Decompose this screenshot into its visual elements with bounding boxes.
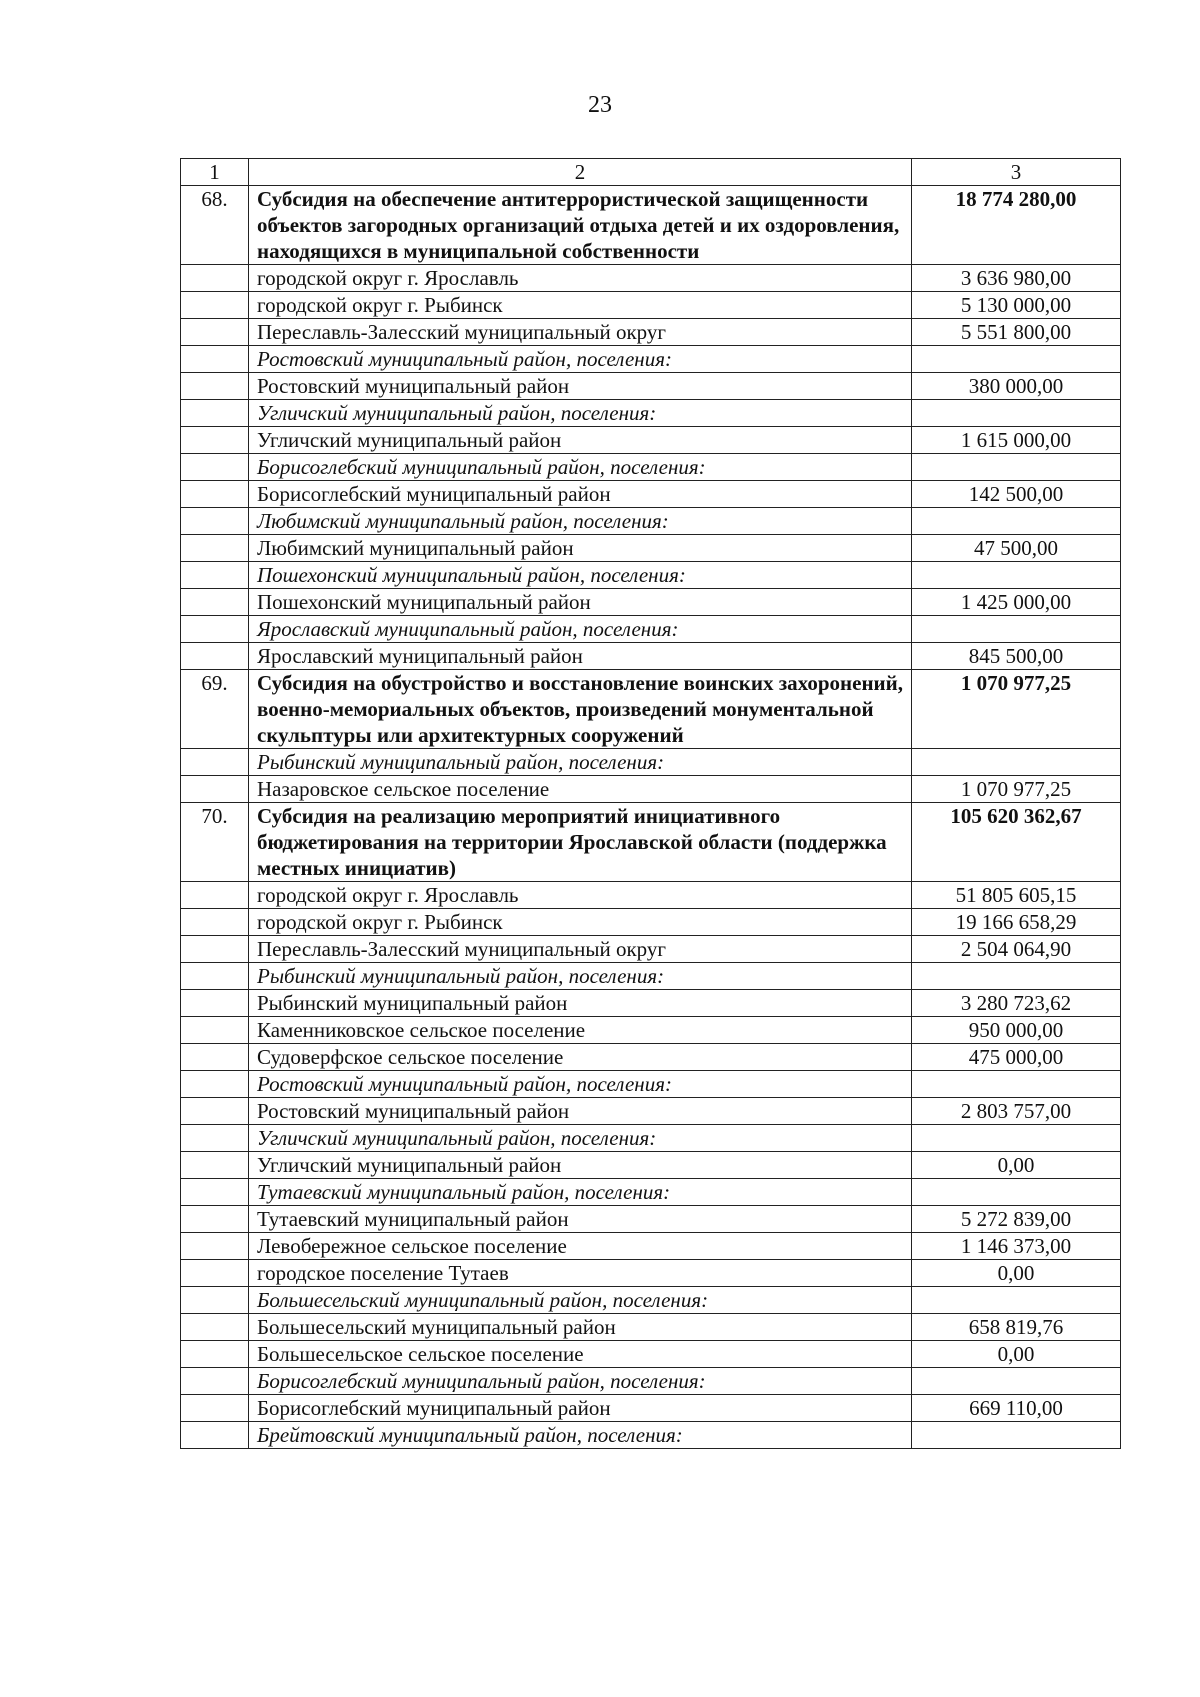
row-name: Ростовский муниципальный район	[249, 373, 912, 400]
row-number	[181, 1125, 249, 1152]
row-amount: 5 551 800,00	[912, 319, 1121, 346]
row-number	[181, 265, 249, 292]
row-number	[181, 990, 249, 1017]
subheading-row	[181, 749, 1121, 776]
subheading-row	[181, 1368, 1121, 1395]
row-amount	[912, 1179, 1121, 1206]
row-name: Рыбинский муниципальный район, поселения:	[249, 749, 912, 776]
subheading-row	[181, 454, 1121, 481]
row-number	[181, 1368, 249, 1395]
row-amount: 1 615 000,00	[912, 427, 1121, 454]
row-amount: 3 280 723,62	[912, 990, 1121, 1017]
row-name: Тутаевский муниципальный район	[249, 1206, 912, 1233]
row-amount: 5 272 839,00	[912, 1206, 1121, 1233]
row-amount	[912, 963, 1121, 990]
row-name: Борисоглебский муниципальный район	[249, 1395, 912, 1422]
row-amount	[912, 1071, 1121, 1098]
row-number	[181, 1179, 249, 1206]
row-name: Большесельский муниципальный район	[249, 1314, 912, 1341]
row-name: Любимский муниципальный район, поселения:	[249, 508, 912, 535]
subheading-row	[181, 562, 1121, 589]
row-amount: 19 166 658,29	[912, 909, 1121, 936]
row-number	[181, 616, 249, 643]
table-row	[181, 1152, 1121, 1179]
row-number	[181, 1422, 249, 1449]
row-name: Большесельское сельское поселение	[249, 1341, 912, 1368]
subheading-row	[181, 1071, 1121, 1098]
row-name: Переславль-Залесский муниципальный округ	[249, 319, 912, 346]
table-row	[181, 1017, 1121, 1044]
row-amount: 669 110,00	[912, 1395, 1121, 1422]
row-amount: 142 500,00	[912, 481, 1121, 508]
table-row	[181, 990, 1121, 1017]
row-number	[181, 963, 249, 990]
row-name: Рыбинский муниципальный район	[249, 990, 912, 1017]
row-name: Ярославский муниципальный район	[249, 643, 912, 670]
row-amount	[912, 508, 1121, 535]
row-number	[181, 1314, 249, 1341]
row-name: городской округ г. Рыбинск	[249, 292, 912, 319]
row-name: Назаровское сельское поселение	[249, 776, 912, 803]
row-amount: 18 774 280,00	[912, 186, 1121, 265]
row-amount	[912, 616, 1121, 643]
row-name: Борисоглебский муниципальный район, поселения:	[249, 454, 912, 481]
row-amount: 475 000,00	[912, 1044, 1121, 1071]
subheading-row	[181, 1125, 1121, 1152]
table-body	[181, 186, 1121, 1449]
row-number	[181, 508, 249, 535]
header-col-2: 2	[249, 159, 912, 186]
header-col-3: 3	[912, 159, 1121, 186]
row-name: Рыбинский муниципальный район, поселения:	[249, 963, 912, 990]
table-header-row	[181, 159, 1121, 186]
row-name: Пошехонский муниципальный район	[249, 589, 912, 616]
row-name: Субсидия на обустройство и восстановление воинских захоронений, военно-мемориальных объектов, произведений монументальной скульптуры или архитектурных сооружений	[249, 670, 912, 749]
table-row	[181, 1098, 1121, 1125]
row-name: Ростовский муниципальный район	[249, 1098, 912, 1125]
row-number	[181, 346, 249, 373]
subheading-row	[181, 346, 1121, 373]
subheading-row	[181, 400, 1121, 427]
row-number	[181, 292, 249, 319]
subheading-row	[181, 1422, 1121, 1449]
row-amount	[912, 1287, 1121, 1314]
row-name: Пошехонский муниципальный район, поселения:	[249, 562, 912, 589]
row-number	[181, 643, 249, 670]
row-number	[181, 749, 249, 776]
table-row	[181, 882, 1121, 909]
table-row	[181, 1260, 1121, 1287]
row-number	[181, 589, 249, 616]
row-amount	[912, 749, 1121, 776]
row-name: Угличский муниципальный район	[249, 1152, 912, 1179]
row-number	[181, 1044, 249, 1071]
row-name: Переславль-Залесский муниципальный округ	[249, 936, 912, 963]
row-amount: 1 425 000,00	[912, 589, 1121, 616]
row-number	[181, 1152, 249, 1179]
row-amount	[912, 346, 1121, 373]
row-number	[181, 481, 249, 508]
table-row	[181, 909, 1121, 936]
subheading-row	[181, 1287, 1121, 1314]
table-row	[181, 481, 1121, 508]
section-row	[181, 186, 1121, 265]
row-name: Субсидия на обеспечение антитеррористической защищенности объектов загородных организаций отдыха детей и их оздоровления, находящихся в муниципальной собственности	[249, 186, 912, 265]
row-amount: 380 000,00	[912, 373, 1121, 400]
row-amount: 3 636 980,00	[912, 265, 1121, 292]
row-amount	[912, 1125, 1121, 1152]
row-number	[181, 909, 249, 936]
row-amount	[912, 562, 1121, 589]
table-row	[181, 292, 1121, 319]
row-name: Любимский муниципальный район	[249, 535, 912, 562]
table-row	[181, 1341, 1121, 1368]
table-row	[181, 427, 1121, 454]
row-amount: 51 805 605,15	[912, 882, 1121, 909]
row-amount: 1 146 373,00	[912, 1233, 1121, 1260]
subheading-row	[181, 616, 1121, 643]
page-number: 23	[588, 92, 612, 118]
row-amount: 1 070 977,25	[912, 670, 1121, 749]
row-number	[181, 1341, 249, 1368]
row-number	[181, 1395, 249, 1422]
row-amount: 0,00	[912, 1260, 1121, 1287]
row-name: Большесельский муниципальный район, поселения:	[249, 1287, 912, 1314]
row-number	[181, 427, 249, 454]
row-amount	[912, 454, 1121, 481]
row-amount: 47 500,00	[912, 535, 1121, 562]
row-name: Ростовский муниципальный район, поселения:	[249, 346, 912, 373]
table-row	[181, 1395, 1121, 1422]
row-amount: 2 803 757,00	[912, 1098, 1121, 1125]
row-number	[181, 776, 249, 803]
row-name: Угличский муниципальный район	[249, 427, 912, 454]
row-amount	[912, 400, 1121, 427]
row-amount: 1 070 977,25	[912, 776, 1121, 803]
row-name: Судоверфское сельское поселение	[249, 1044, 912, 1071]
row-amount: 105 620 362,67	[912, 803, 1121, 882]
subsidy-table	[180, 158, 1121, 1449]
row-name: Каменниковское сельское поселение	[249, 1017, 912, 1044]
row-name: городское поселение Тутаев	[249, 1260, 912, 1287]
row-name: Левобережное сельское поселение	[249, 1233, 912, 1260]
row-number	[181, 562, 249, 589]
row-number	[181, 400, 249, 427]
row-amount: 950 000,00	[912, 1017, 1121, 1044]
row-name: городской округ г. Ярославль	[249, 265, 912, 292]
row-amount: 658 819,76	[912, 1314, 1121, 1341]
row-amount: 0,00	[912, 1152, 1121, 1179]
row-amount: 2 504 064,90	[912, 936, 1121, 963]
row-number	[181, 1071, 249, 1098]
row-amount	[912, 1368, 1121, 1395]
row-name: Угличский муниципальный район, поселения:	[249, 1125, 912, 1152]
row-number	[181, 1287, 249, 1314]
row-number	[181, 1098, 249, 1125]
row-name: Ярославский муниципальный район, поселения:	[249, 616, 912, 643]
row-name: Субсидия на реализацию мероприятий инициативного бюджетирования на территории Ярославской области (поддержка местных инициатив)	[249, 803, 912, 882]
row-amount: 845 500,00	[912, 643, 1121, 670]
subheading-row	[181, 963, 1121, 990]
row-name: Ростовский муниципальный район, поселения:	[249, 1071, 912, 1098]
table-row	[181, 643, 1121, 670]
table-row	[181, 1233, 1121, 1260]
subheading-row	[181, 508, 1121, 535]
row-number	[181, 1017, 249, 1044]
subheading-row	[181, 1179, 1121, 1206]
row-number: 68.	[181, 186, 249, 265]
row-number: 70.	[181, 803, 249, 882]
row-name: Угличский муниципальный район, поселения:	[249, 400, 912, 427]
table-row	[181, 319, 1121, 346]
table-row	[181, 373, 1121, 400]
section-row	[181, 670, 1121, 749]
row-number	[181, 535, 249, 562]
table-row	[181, 1044, 1121, 1071]
row-number	[181, 882, 249, 909]
table-row	[181, 776, 1121, 803]
table-row	[181, 589, 1121, 616]
header-col-1: 1	[181, 159, 249, 186]
table-row	[181, 265, 1121, 292]
row-number	[181, 454, 249, 481]
row-name: Борисоглебский муниципальный район	[249, 481, 912, 508]
table-row	[181, 1314, 1121, 1341]
row-name: Борисоглебский муниципальный район, поселения:	[249, 1368, 912, 1395]
row-number	[181, 1233, 249, 1260]
table-row	[181, 936, 1121, 963]
row-amount	[912, 1422, 1121, 1449]
row-number	[181, 1206, 249, 1233]
row-amount: 5 130 000,00	[912, 292, 1121, 319]
row-name: городской округ г. Рыбинск	[249, 909, 912, 936]
row-name: Брейтовский муниципальный район, поселения:	[249, 1422, 912, 1449]
table-row	[181, 535, 1121, 562]
row-amount: 0,00	[912, 1341, 1121, 1368]
row-name: городской округ г. Ярославль	[249, 882, 912, 909]
row-number	[181, 373, 249, 400]
row-number: 69.	[181, 670, 249, 749]
table-row	[181, 1206, 1121, 1233]
section-row	[181, 803, 1121, 882]
row-number	[181, 1260, 249, 1287]
row-number	[181, 936, 249, 963]
row-name: Тутаевский муниципальный район, поселения:	[249, 1179, 912, 1206]
row-number	[181, 319, 249, 346]
